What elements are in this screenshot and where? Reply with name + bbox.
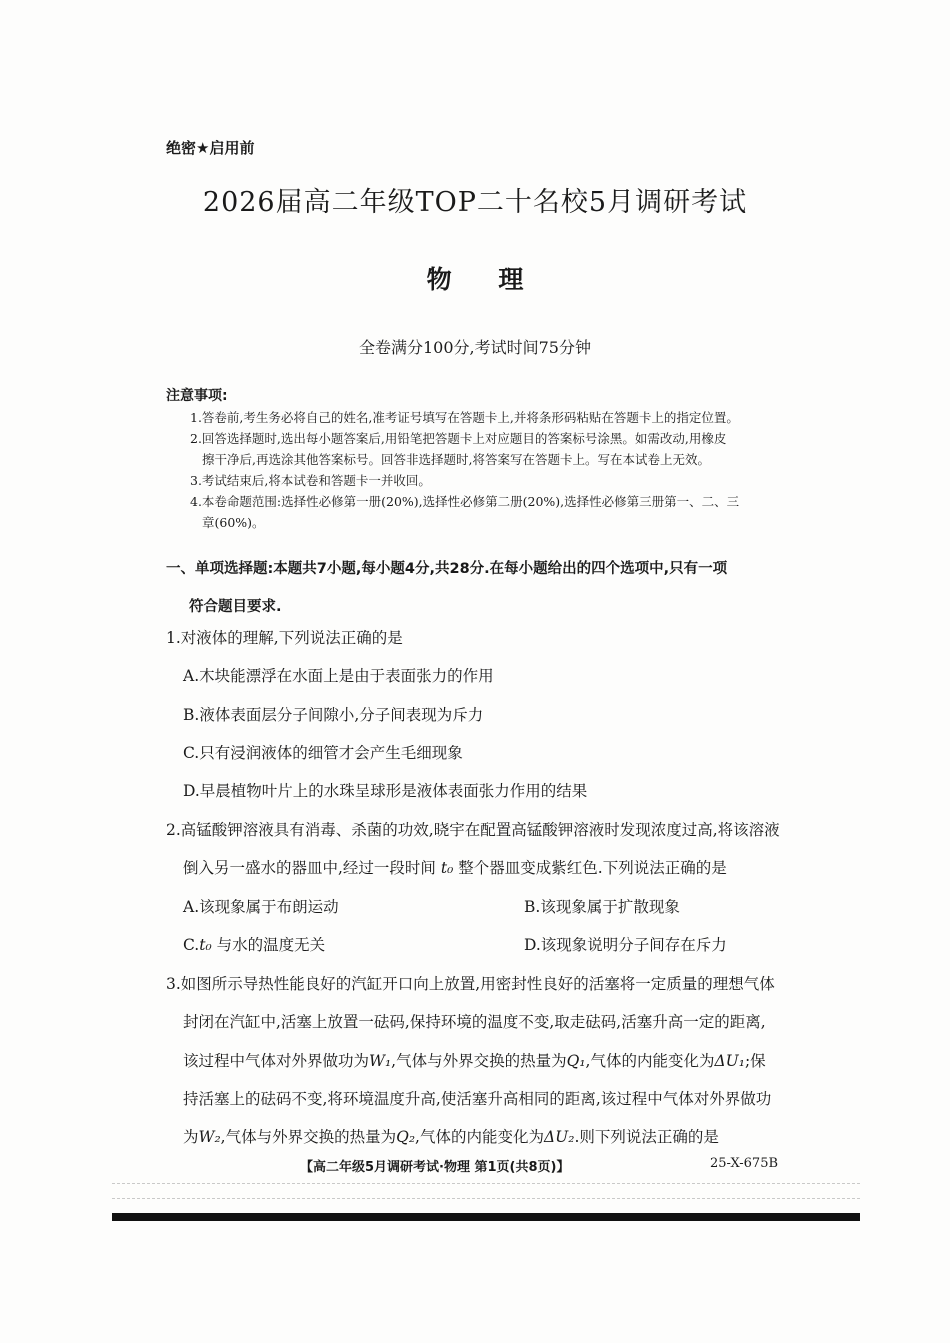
q3-stem-line3	[183, 1049, 766, 1071]
q3-text: 为	[183, 1128, 199, 1146]
q3-text: ,气体与外界交换的热量为	[220, 1128, 397, 1146]
q2-t0-symbol: t₀	[440, 859, 454, 877]
q1-option-b: B.液体表面层分子间隙小,分子间表现为斥力	[183, 706, 484, 724]
q2-option-c	[183, 933, 325, 955]
notice-item-text: 1.答卷前,考生务必将自己的姓名,准考证号填写在答题卡上,并将条形码粘贴在答题卡上的指定位置。	[190, 410, 739, 425]
notice-item	[190, 491, 810, 533]
notice-item-text: 2.回答选择题时,选出每小题答案后,用铅笔把答题卡上对应题目的答案标号涂黑。如需改动,用橡皮	[190, 431, 727, 446]
notice-item-continuation: 擦干净后,再选涂其他答案标号。回答非选择题时,将答案写在答题卡上。写在本试卷上无效。	[202, 452, 710, 467]
notice-item-continuation: 章(60%)。	[202, 515, 265, 530]
q2-stem-line2	[183, 856, 727, 878]
q3-stem-line1: 3.如图所示导热性能良好的汽缸开口向上放置,用密封性良好的活塞将一定质量的理想气体	[166, 975, 775, 993]
notice-item	[190, 428, 810, 470]
q3-stem-line4: 持活塞上的砝码不变,将环境温度升高,使活塞升高相同的距离,该过程中气体对外界做功	[183, 1090, 772, 1108]
q3-q1-symbol: Q₁	[566, 1052, 586, 1070]
scan-dashed-line	[112, 1198, 860, 1199]
notice-list	[190, 407, 810, 533]
q2-stem-line1: 2.高锰酸钾溶液具有消毒、杀菌的功效,晓宇在配置高锰酸钾溶液时发现浓度过高,将该溶液	[166, 821, 780, 839]
q2-option-d: D.该现象说明分子间存在斥力	[524, 936, 727, 954]
notice-title: 注意事项:	[166, 388, 228, 404]
scan-dashed-line	[112, 1183, 860, 1184]
q1-option-d: D.早晨植物叶片上的水珠呈球形是液体表面张力作用的结果	[183, 782, 588, 800]
q3-stem-line2: 封闭在汽缸中,活塞上放置一砝码,保持环境的温度不变,取走砝码,活塞升高一定的距离,	[183, 1013, 766, 1031]
q3-text: .则下列说法正确的是	[574, 1128, 719, 1146]
notice-item-text: 4.本卷命题范围:选择性必修第一册(20%),选择性必修第二册(20%),选择性必修第三册第一、二、三	[190, 494, 740, 509]
q2-stem-text: 倒入另一盛水的器皿中,经过一段时间	[183, 859, 436, 877]
q3-w2-symbol: W₂	[198, 1128, 221, 1146]
q3-text: ,气体与外界交换的热量为	[391, 1052, 567, 1070]
exam-code: 25-X-675B	[710, 1156, 779, 1171]
q2-t0-symbol: t₀	[199, 936, 212, 954]
q2-option-b: B.该现象属于扩散现象	[524, 898, 680, 916]
q3-w1-symbol: W₁	[369, 1052, 392, 1070]
q2-option-c-prefix: C.	[183, 936, 200, 954]
q1-option-a: A.木块能漂浮在水面上是由于表面张力的作用	[183, 667, 494, 685]
exam-title: 2026届高二年级TOP二十名校5月调研考试	[202, 187, 748, 218]
q3-stem-line5	[183, 1125, 719, 1147]
notice-item-text: 3.考试结束后,将本试卷和答题卡一并收回。	[190, 473, 431, 488]
section-header-line2: 符合题目要求.	[189, 599, 282, 615]
section-header-line1: 一、单项选择题:本题共7小题,每小题4分,共28分.在每小题给出的四个选项中,只有一项	[166, 561, 728, 577]
q3-text: ,气体的内能变化为	[585, 1052, 715, 1070]
q3-text: ,气体的内能变化为	[415, 1128, 544, 1146]
scan-edge-bar	[112, 1213, 860, 1221]
q1-option-c: C.只有浸润液体的细管才会产生毛细现象	[183, 744, 463, 762]
notice-item	[190, 470, 810, 491]
q3-q2-symbol: Q₂	[396, 1128, 416, 1146]
q3-du1-symbol: ΔU₁	[714, 1052, 745, 1070]
subject-title: 物 理	[426, 265, 524, 294]
notice-item	[190, 407, 810, 428]
section-header	[166, 550, 806, 626]
confidential-label: 绝密★启用前	[166, 139, 255, 157]
q1-stem: 1.对液体的理解,下列说法正确的是	[166, 629, 403, 647]
q2-option-c-text: 与水的温度无关	[216, 936, 326, 954]
q3-du2-symbol: ΔU₂	[543, 1128, 575, 1146]
q3-text: ;保	[744, 1052, 766, 1070]
page-footer: 【高二年级5月调研考试·物理 第1页(共8页)】	[300, 1160, 570, 1175]
exam-info: 全卷满分100分,考试时间75分钟	[359, 338, 591, 357]
q2-stem-text: 整个器皿变成紫红色.下列说法正确的是	[458, 859, 727, 877]
q2-option-a: A.该现象属于布朗运动	[183, 898, 339, 916]
q3-text: 该过程中气体对外界做功为	[183, 1052, 370, 1070]
